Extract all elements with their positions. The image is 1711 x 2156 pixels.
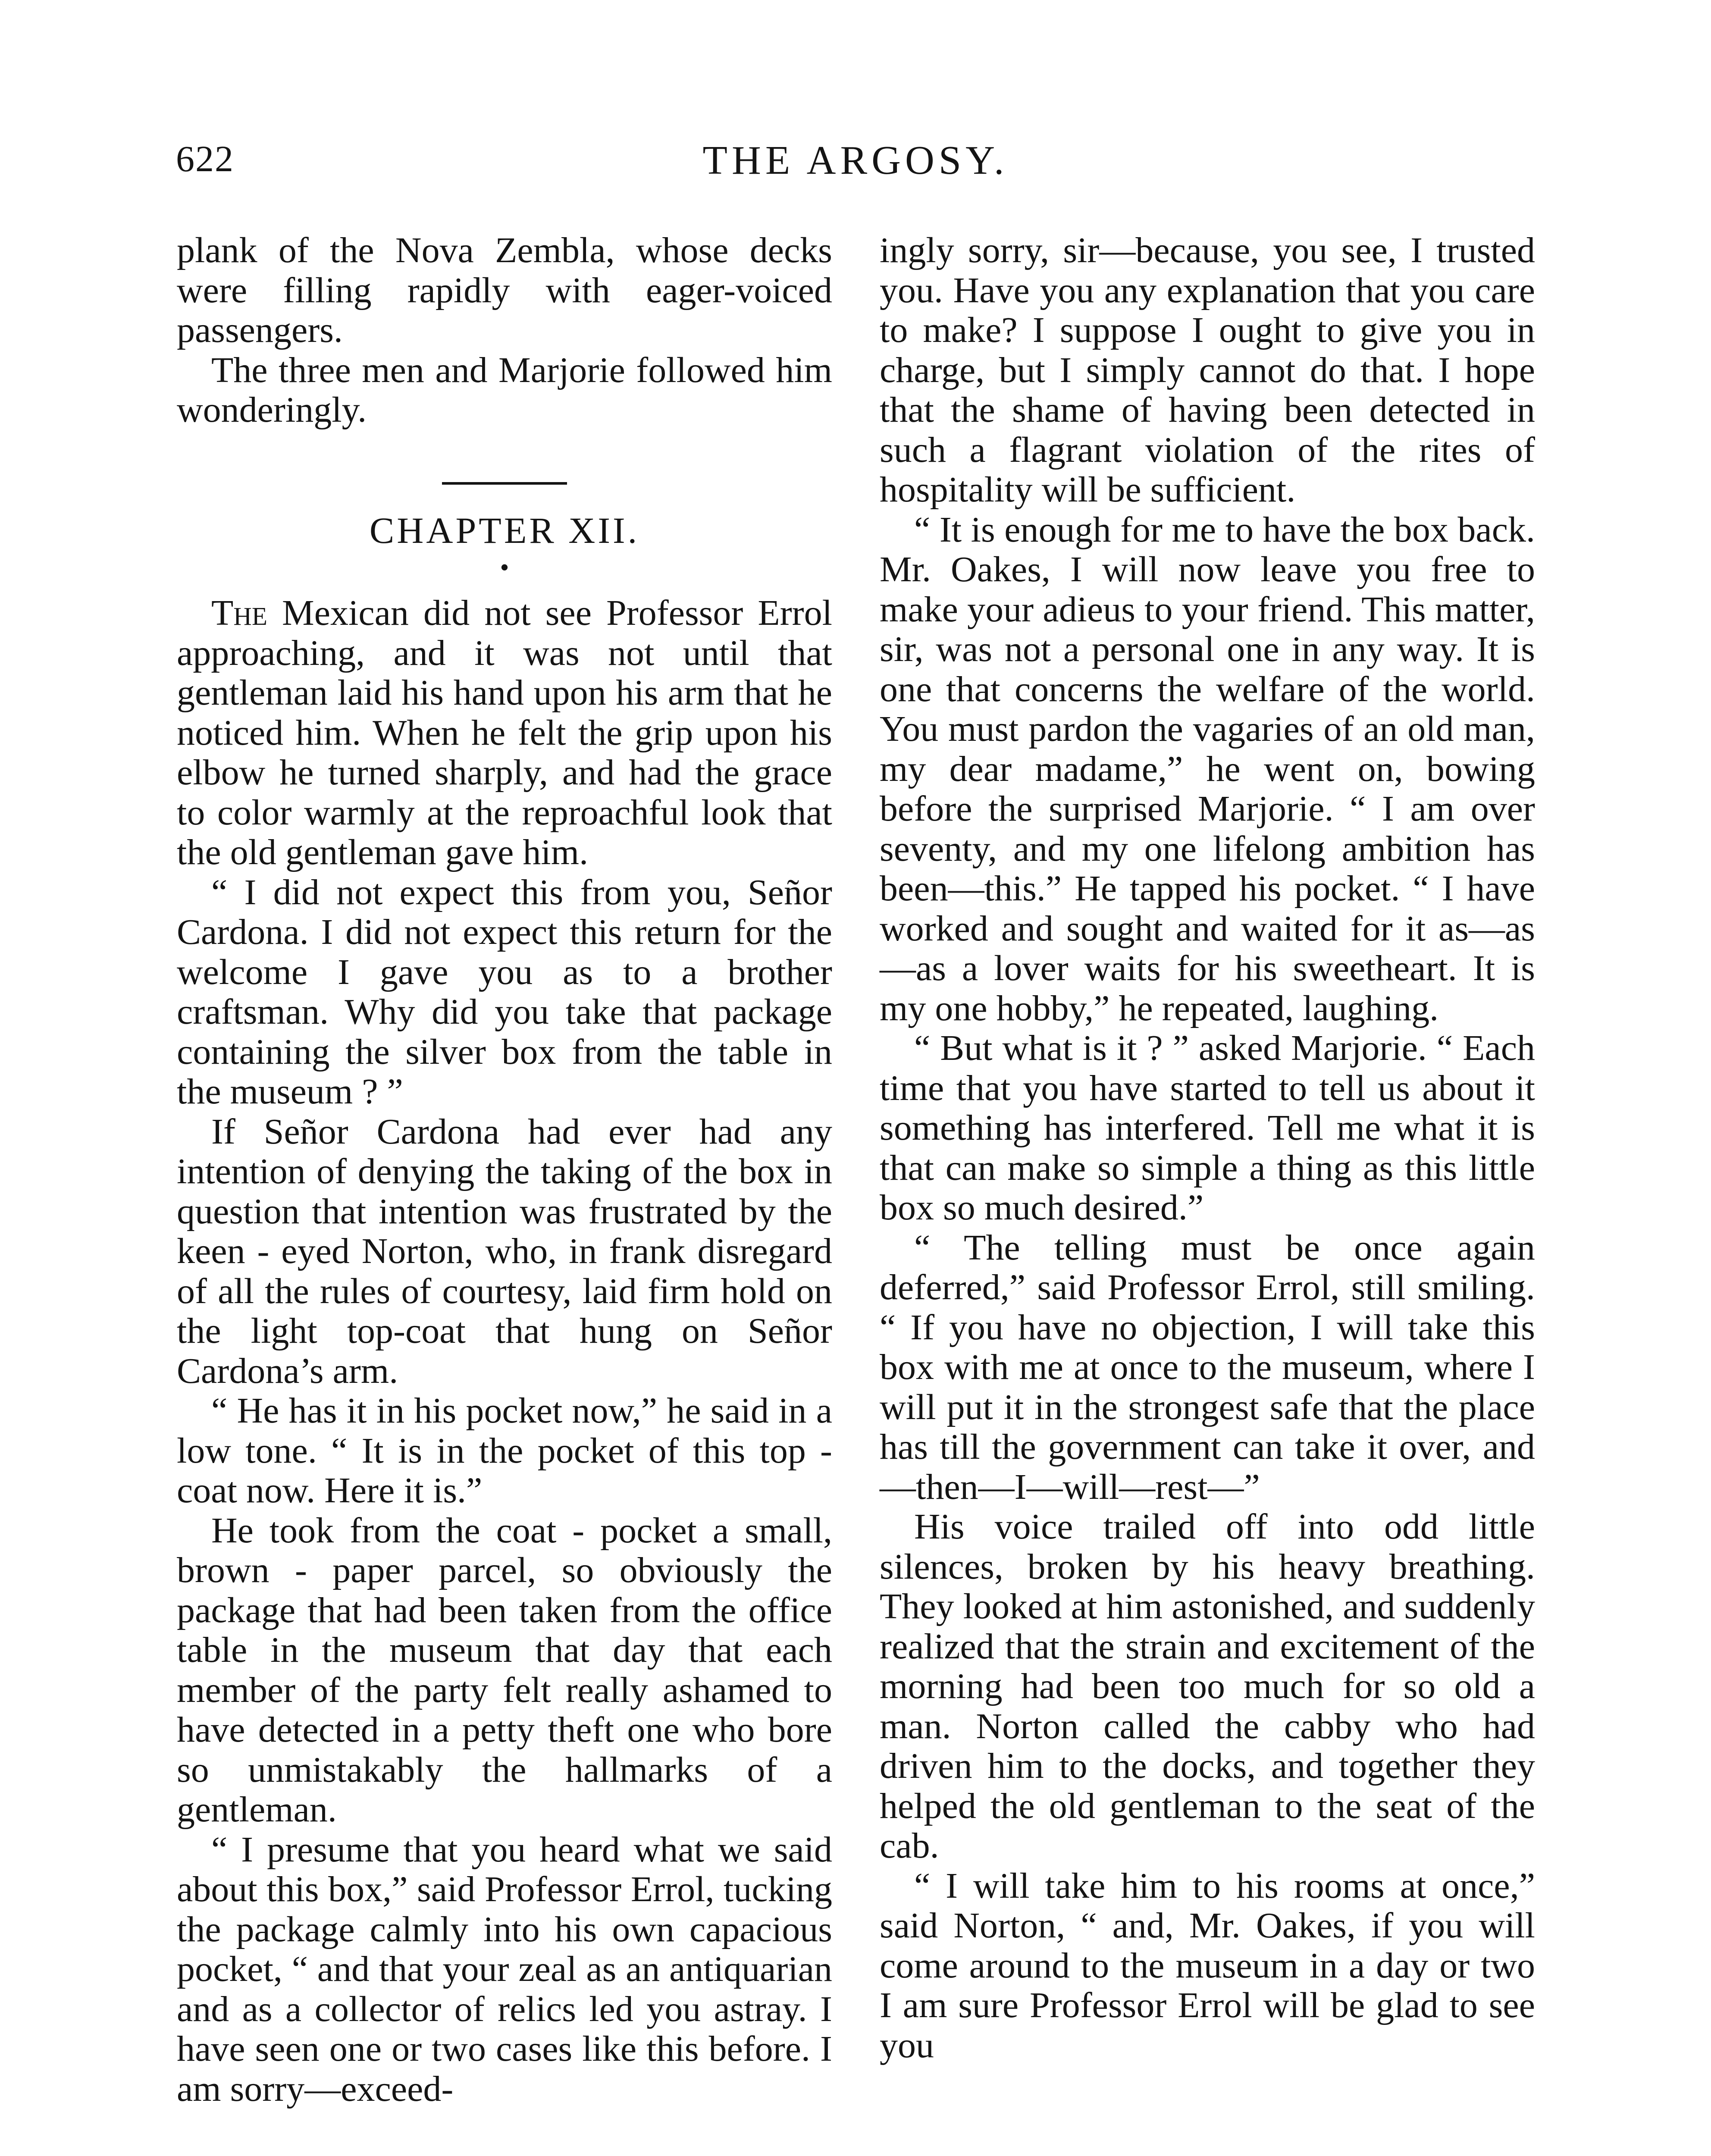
- paragraph: “ But what is it ? ” asked Marjorie. “ Each time that you have started to tell us about it something has interfered. Tell me what it is that can make so simple a thing as this little box so much desired.”: [880, 1028, 1535, 1228]
- paragraph: His voice trailed off into odd little silences, broken by his heavy breathing. They looked at him astonished, and suddenly realized that the strain and excitement of the morning had been too much for so old a man. Norton called the cabby who had driven him to the docks, and together they helped the old gentleman to the seat of the cab.: [880, 1507, 1535, 1866]
- drop-lead-word: The: [211, 593, 267, 633]
- right-column: [880, 231, 1535, 2065]
- paragraph: “ The telling must be once again deferred,” said Professor Errol, still smiling. “ If you have no objection, I will take this box with me at once to the museum, where I will put it in the strongest safe that the place has till the government can take it over, and—then—I—will—rest—”: [880, 1227, 1535, 1507]
- section-divider: [442, 482, 567, 485]
- chapter-ornament: •: [500, 553, 509, 582]
- paragraph: “ It is enough for me to have the box back. Mr. Oakes, I will now leave you free to make your adieus to your friend. This matter, sir, was not a personal one in any way. It is one that concerns the welfare of the world. You must pardon the vagaries of an old man, my dear madame,” he went on, bowing before the surprised Marjorie. “ I am over seventy, and my one lifelong ambition has been—this.” He tapped his pocket. “ I have worked and sought and waited for it as—as—as a lover waits for his sweetheart. It is my one hobby,” he repeated, laughing.: [880, 509, 1535, 1028]
- paragraph: He took from the coat - pocket a small, brown - paper parcel, so obviously the package that had been taken from the office table in the museum that day that each member of the party felt really ashamed to have detected in a petty theft one who bore so unmistakably the hallmarks of a gentleman.: [177, 1510, 832, 1830]
- page-header: [0, 137, 1711, 193]
- paragraph-text: Mexican did not see Professor Errol approaching, and it was not until that gentleman laid his hand upon his arm that he noticed him. When he felt the grip upon his elbow he turned sharply, and had the grace to color warmly at the reproachful look that the old gentleman gave him.: [177, 593, 832, 872]
- paragraph: If Señor Cardona had ever had any intention of denying the taking of the box in question that intention was frustrated by the keen - eyed Norton, who, in frank disregard of all the rules of courtesy, laid firm hold on the light top-coat that hung on Señor Cardona’s arm.: [177, 1111, 832, 1391]
- chapter-opening-paragraph: [177, 593, 832, 873]
- paragraph: plank of the Nova Zembla, whose decks were filling rapidly with eager-voiced passengers.: [177, 230, 832, 350]
- paragraph: “ I did not expect this from you, Señor Cardona. I did not expect this return for the welcome I gave you as to a brother craftsman. Why did you take that package containing the silver box from the table in the museum ? ”: [177, 872, 832, 1112]
- page-number: 622: [176, 138, 234, 179]
- paragraph: “ He has it in his pocket now,” he said in a low tone. “ It is in the pocket of this top - coat now. Here it is.”: [177, 1391, 832, 1510]
- paragraph: ingly sorry, sir—because, you see, I trusted you. Have you any explanation that you care to make? I suppose I ought to give you in charge, but I simply cannot do that. I hope that the shame of having been detected in such a flagrant violation of the rites of hospitality will be sufficient.: [880, 230, 1535, 510]
- paragraph: “ I will take him to his rooms at once,” said Norton, “ and, Mr. Oakes, if you will come around to the museum in a day or two I am sure Professor Errol will be glad to see you: [880, 1865, 1535, 2065]
- paragraph: The three men and Marjorie followed him wonderingly.: [177, 350, 832, 430]
- chapter-title: CHAPTER XII.: [369, 509, 640, 551]
- running-head: THE ARGOSY.: [702, 138, 1009, 183]
- paragraph: “ I presume that you heard what we said about this box,” said Professor Errol, tucking the package calmly into his own capacious pocket, “ and that your zeal as an antiquarian and as a collector of relics led you astray. I have seen one or two cases like this before. I am sorry—exceed-: [177, 1829, 832, 2109]
- left-column: [177, 231, 832, 2109]
